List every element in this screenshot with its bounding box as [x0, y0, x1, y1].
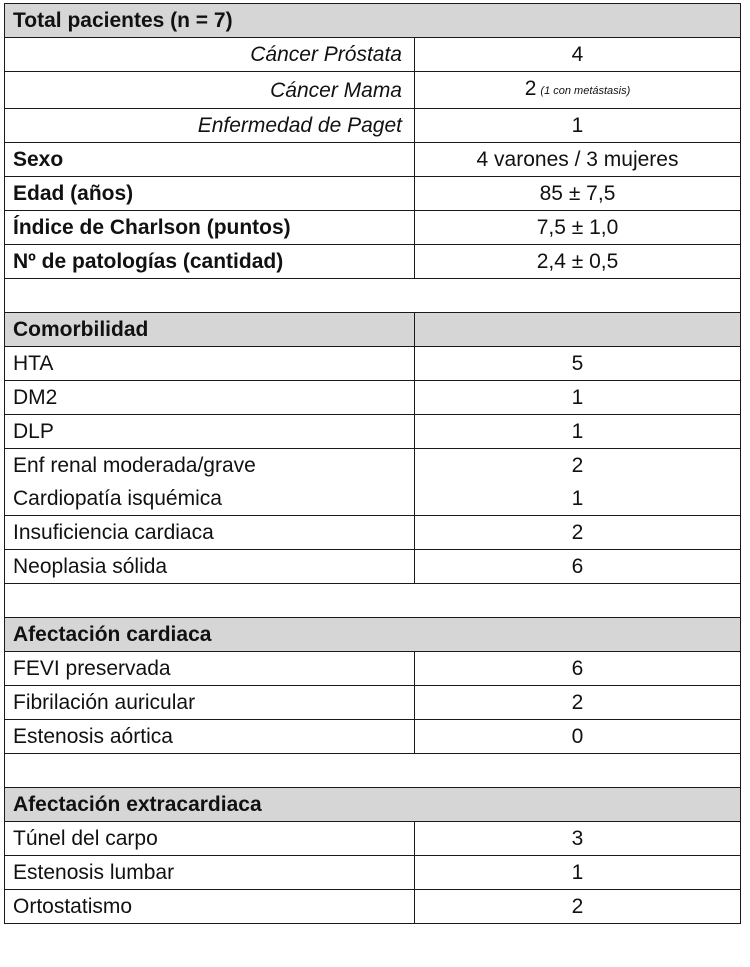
row-label: DLP: [5, 415, 415, 449]
row-label: Sexo: [5, 143, 415, 177]
row-label: FEVI preservada: [5, 652, 415, 686]
patient-characteristics-table: [4, 3, 741, 924]
spacer-row: [5, 754, 741, 788]
section-title: Comorbilidad: [5, 313, 415, 347]
table-row: [5, 245, 741, 279]
table-row: [5, 143, 741, 177]
total-patients-header: Total pacientes (n = 7): [5, 4, 741, 38]
table-row: [5, 72, 741, 109]
row-label: Enf renal moderada/grave: [5, 449, 415, 483]
row-value: 2,4 ± 0,5: [415, 245, 741, 279]
table-row: [5, 482, 741, 516]
row-value: 2: [415, 890, 741, 924]
row-value: 1: [415, 415, 741, 449]
row-label: Estenosis lumbar: [5, 856, 415, 890]
row-label: Edad (años): [5, 177, 415, 211]
table-row: [5, 550, 741, 584]
section-title: Afectación extracardiaca: [5, 788, 741, 822]
table-row: [5, 449, 741, 483]
table-row: [5, 381, 741, 415]
row-label: Fibrilación auricular: [5, 686, 415, 720]
total-patients-header-row: [5, 4, 741, 38]
row-value: 7,5 ± 1,0: [415, 211, 741, 245]
comorbidity-header-row: [5, 313, 741, 347]
row-label: Cáncer Próstata: [5, 38, 415, 72]
row-value: 1: [415, 381, 741, 415]
table-row: [5, 856, 741, 890]
row-label: DM2: [5, 381, 415, 415]
row-value: 4 varones / 3 mujeres: [415, 143, 741, 177]
extracardiac-header-row: [5, 788, 741, 822]
table-row: [5, 211, 741, 245]
table-row: [5, 822, 741, 856]
table-row: [5, 516, 741, 550]
table-row: [5, 347, 741, 381]
row-label: Índice de Charlson (puntos): [5, 211, 415, 245]
cardiac-header-row: [5, 618, 741, 652]
row-label: Estenosis aórtica: [5, 720, 415, 754]
row-label: Nº de patologías (cantidad): [5, 245, 415, 279]
spacer-row: [5, 584, 741, 618]
row-value: 1: [415, 856, 741, 890]
section-title: Afectación cardiaca: [5, 618, 741, 652]
table-row: [5, 415, 741, 449]
row-value: 1: [415, 109, 741, 143]
row-label: Cáncer Mama: [5, 72, 415, 109]
row-value: 4: [415, 38, 741, 72]
table-row: [5, 109, 741, 143]
row-label: Neoplasia sólida: [5, 550, 415, 584]
row-value: 85 ± 7,5: [415, 177, 741, 211]
row-label: HTA: [5, 347, 415, 381]
row-label: Ortostatismo: [5, 890, 415, 924]
table-row: [5, 686, 741, 720]
table-row: [5, 38, 741, 72]
row-label: Enfermedad de Paget: [5, 109, 415, 143]
row-value: 2: [415, 516, 741, 550]
row-value: 6: [415, 652, 741, 686]
row-value: 2: [415, 449, 741, 483]
table-row: [5, 177, 741, 211]
row-value: 0: [415, 720, 741, 754]
row-value: 2 (1 con metástasis): [415, 72, 741, 109]
row-value: 2: [415, 686, 741, 720]
row-label: Túnel del carpo: [5, 822, 415, 856]
table-row: [5, 890, 741, 924]
table-row: [5, 652, 741, 686]
row-value: 5: [415, 347, 741, 381]
row-value: 6: [415, 550, 741, 584]
row-value: 3: [415, 822, 741, 856]
row-label: Cardiopatía isquémica: [5, 482, 415, 516]
table-row: [5, 720, 741, 754]
spacer-row: [5, 279, 741, 313]
row-label: Insuficiencia cardiaca: [5, 516, 415, 550]
metastasis-note: (1 con metástasis): [540, 85, 631, 97]
row-value: 1: [415, 482, 741, 516]
